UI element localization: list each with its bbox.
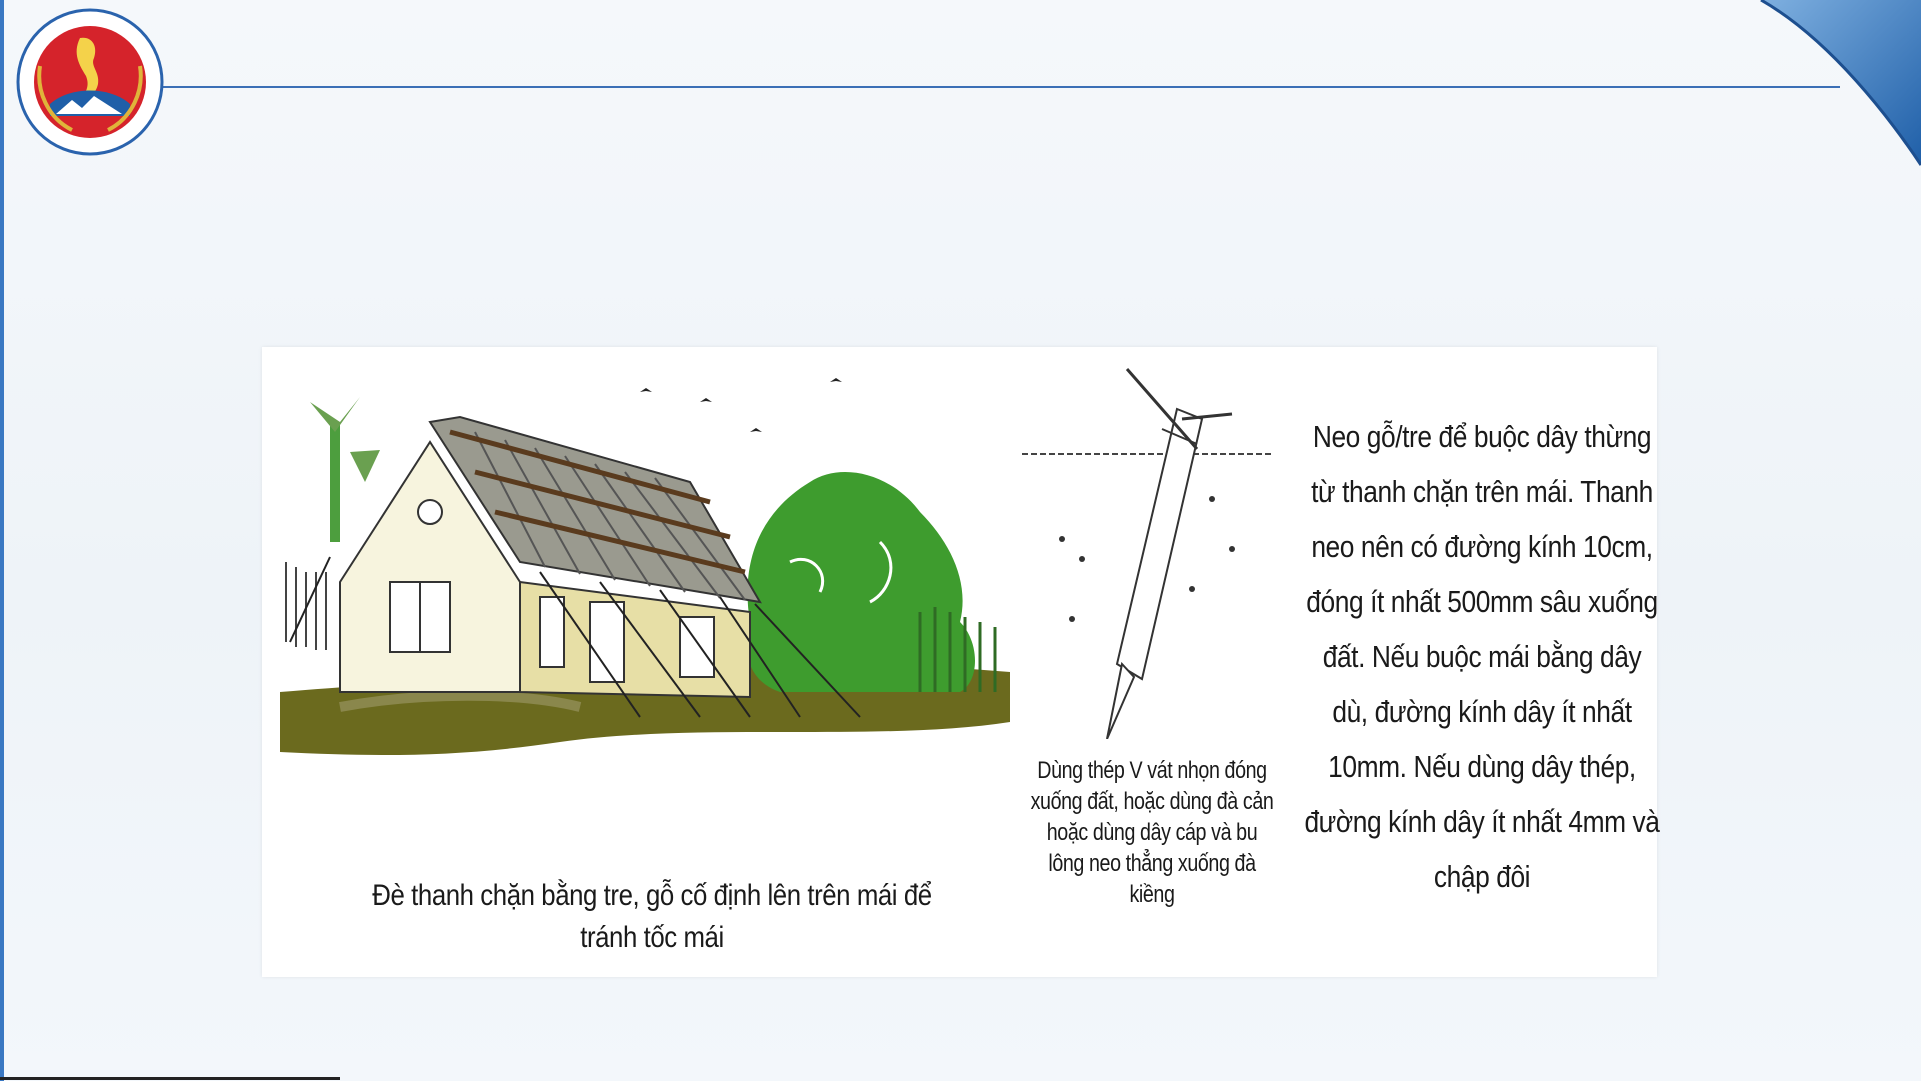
content-panel <box>262 347 1660 977</box>
organization-logo <box>10 6 168 156</box>
header-divider <box>150 86 1840 88</box>
stake-anchor-illustration <box>1022 359 1272 739</box>
house-roof-bracing-illustration <box>280 362 1010 782</box>
caption-stake-anchor: Dùng thép V vát nhọn đóng xuống đất, hoặc dùng đà cản hoặc dùng dây cáp và bu lông neo thẳng xuống đà kiềng <box>1030 757 1274 908</box>
footer-rule <box>0 1077 340 1080</box>
caption-rope-anchor: Neo gỗ/tre để buộc dây thừng từ thanh chặn trên mái. Thanh neo nên có đường kính 10cm, đóng ít nhất 500mm sâu xuống đất. Nếu buộc mái bằng dây dù, đường kính dây ít nhất 10mm. Nếu dùng dây thép, đường kính dây ít nhất 4mm và chập đôi <box>1304 419 1660 894</box>
caption-roof-bracing: Đè thanh chặn bằng tre, gỗ cố định lên trên mái để tránh tốc mái <box>372 879 932 954</box>
corner-decoration <box>1591 0 1921 170</box>
